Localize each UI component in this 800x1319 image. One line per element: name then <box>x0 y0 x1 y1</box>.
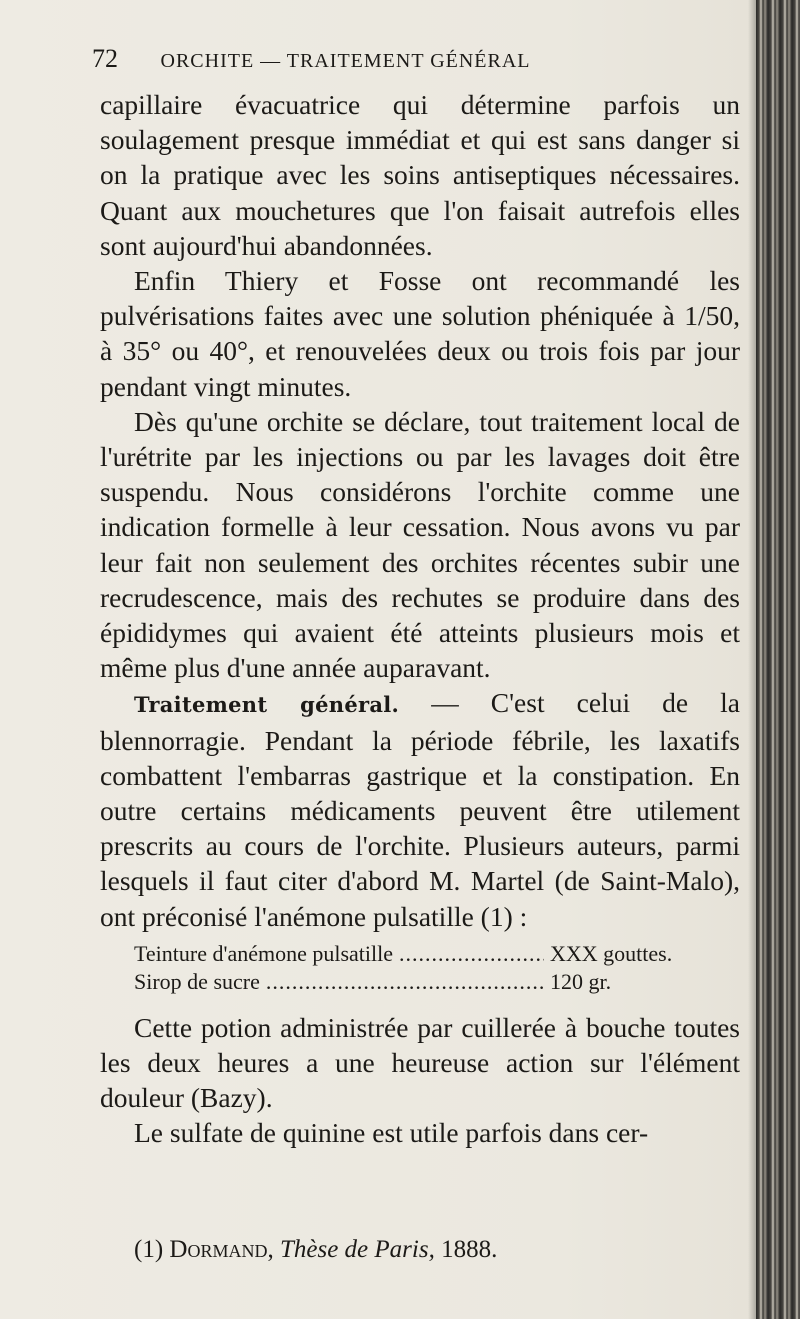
paragraph-thiery-fosse: Enfin Thiery et Fosse ont recommandé les pulvérisations faites avec une solution phéniquée à 1/50, à 35° ou 40°, et renouvelées deux ou trois fois par jour pendant vingt minutes. <box>100 265 740 402</box>
running-title: ORCHITE — TRAITEMENT GÉNÉRAL <box>160 50 531 72</box>
ingredient-quantity: 120 gr. <box>550 968 612 994</box>
footnote-author: Dormand, <box>169 1236 274 1263</box>
ingredient-quantity: XXX gouttes. <box>550 940 673 966</box>
prescription-row <box>100 968 740 996</box>
paragraph-continued: capillaire évacuatrice qui détermine parfois un soulagement presque immédiat et qui est sans danger si on la pratique avec les soins antiseptiques nécessaires. Quant aux mouchetures que l'on faisait autrefois elles sont aujourd'hui abandonnées. <box>100 89 740 261</box>
binding-shadow <box>748 0 756 1319</box>
paragraph-general-treatment <box>100 685 740 933</box>
prescription-table <box>100 940 740 996</box>
section-text: — C'est celui de la blennorragie. Pendant la période fébrile, les laxatifs combattent l'embarras gastrique et la constipation. En outre certains médicaments peuvent être utilement prescrits au cours de l'orchite. Plusieurs auteurs, parmi lesquels il faut citer d'abord M. Martel (de Saint-Malo), ont préconisé l'anémone pulsatille (1) : <box>100 687 740 932</box>
page-number: 72 <box>92 44 118 73</box>
paragraph-quinine: Le sulfate de quinine est utile parfois dans cer- <box>134 1117 649 1149</box>
main-text <box>100 87 740 1151</box>
dot-leader <box>266 968 544 996</box>
footnote-work: Thèse de Paris, <box>279 1236 435 1263</box>
ingredient-name: Teinture d'anémone pulsatille <box>134 940 394 966</box>
prescription-row <box>100 940 740 968</box>
ingredient-name: Sirop de sucre <box>134 968 260 994</box>
footnote <box>134 1236 754 1264</box>
page-edge-binding <box>756 0 800 1319</box>
paragraph-potion: Cette potion administrée par cuillerée à bouche toutes les deux heures a une heureuse action sur l'élément douleur (Bazy). <box>100 1011 740 1114</box>
running-head <box>92 44 722 74</box>
footnote-marker: (1) <box>134 1236 164 1263</box>
paragraph-urethritis: Dès qu'une orchite se déclare, tout traitement local de l'urétrite par les injections ou par les lavages doit être suspendu. Nous considérons l'orchite comme une indication formelle à leur cessation. Nous avons vu par leur fait non seulement des orchites récentes subir une recrudescence, mais des rechutes se produire dans des épididymes qui avaient été atteints plusieurs mois et même plus d'une année auparavant. <box>100 405 740 684</box>
section-heading: Traitement général. <box>134 692 400 718</box>
footnote-year: 1888. <box>441 1236 498 1263</box>
dot-leader <box>399 940 544 968</box>
